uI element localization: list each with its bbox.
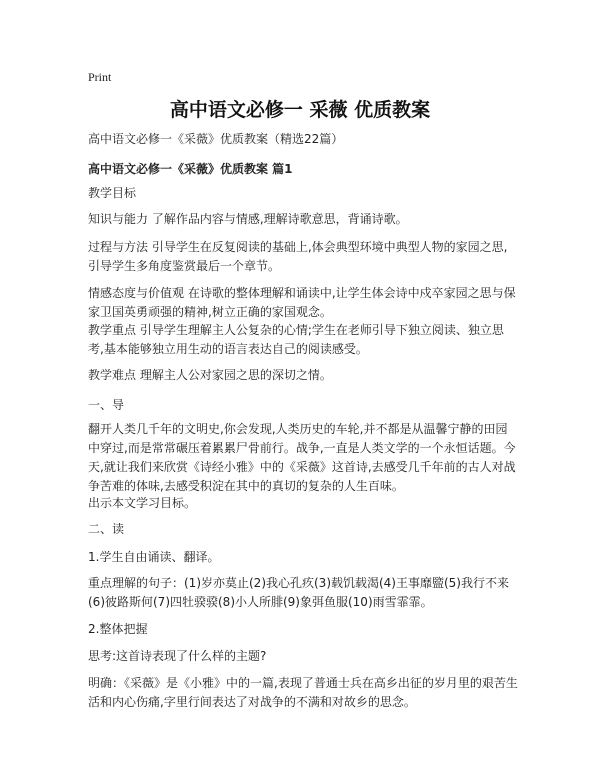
paragraph: 过程与方法 引导学生在反复阅读的基础上,体会典型环境中典型人物的家园之思,引导学生多角度鉴赏最后一个章节。 (88, 240, 508, 273)
paragraph: 情感态度与价值观 在诗歌的整体理解和诵读中,让学生体会诗中戍卒家园之思与保家卫国英勇顽强的精神,树立正确的家国观念。 (88, 286, 516, 319)
paragraph: 明确：《采薇》是《小雅》中的一篇,表现了普通士兵在高乡出征的岁月里的艰苦生活和内心伤痛,字里行间表达了对战争的不满和对故乡的思念。 (88, 676, 518, 709)
paragraph: 重点理解的句子：(1)岁亦莫止(2)我心孔疚(3)载饥载渴(4)王事靡盬(5)我行不来(6)彼路斯何(7)四牡骙骙(8)小人所腓(9)象弭鱼服(10)雨雪霏霏。 (88, 576, 509, 609)
print-label[interactable]: Print (88, 70, 112, 84)
paragraph: 翻开人类几千年的文明史,你会发现,人类历史的车轮,并不都是从温馨宁静的田园中穿过,而是常常碾压着累累尸骨前行。战争,一直是人类文学的一个永恒话题。今天,就让我们来欣赏《诗经小雅》中的《采薇》这首诗,去感受几千年前的古人对战争苦难的体味,去感受积淀在其中的真切的复杂的人生百味。 (88, 422, 516, 493)
section-heading: 高中语文必修一《采薇》优质教案 篇1 (88, 162, 293, 176)
document-title: 高中语文必修一 采薇 优质教案 (169, 99, 431, 121)
paragraph: 知识与能力 了解作品内容与情感,理解诗歌意思，背诵诗歌。 (88, 212, 408, 226)
paragraph: 出示本文学习目标。 (88, 496, 197, 510)
subtitle: 高中语文必修一《采薇》优质教案（精选22篇） (88, 132, 344, 146)
paragraph: 教学难点 理解主人公对家园之思的深切之情。 (88, 368, 332, 382)
paragraph: 2.整体把握 (88, 622, 148, 636)
paragraph: 二、读 (88, 522, 125, 536)
paragraph: 一、导 (88, 398, 125, 412)
paragraph: 教学重点 引导学生理解主人公复杂的心情;学生在老师引导下独立阅读、独立思考,基本能够独立用生动的语言表达自己的阅读感受。 (88, 323, 504, 356)
paragraph: 1.学生自由诵读、翻译。 (88, 550, 220, 564)
paragraph: 教学目标 (88, 186, 137, 200)
paragraph: 思考:这首诗表现了什么样的主题? (88, 649, 267, 663)
